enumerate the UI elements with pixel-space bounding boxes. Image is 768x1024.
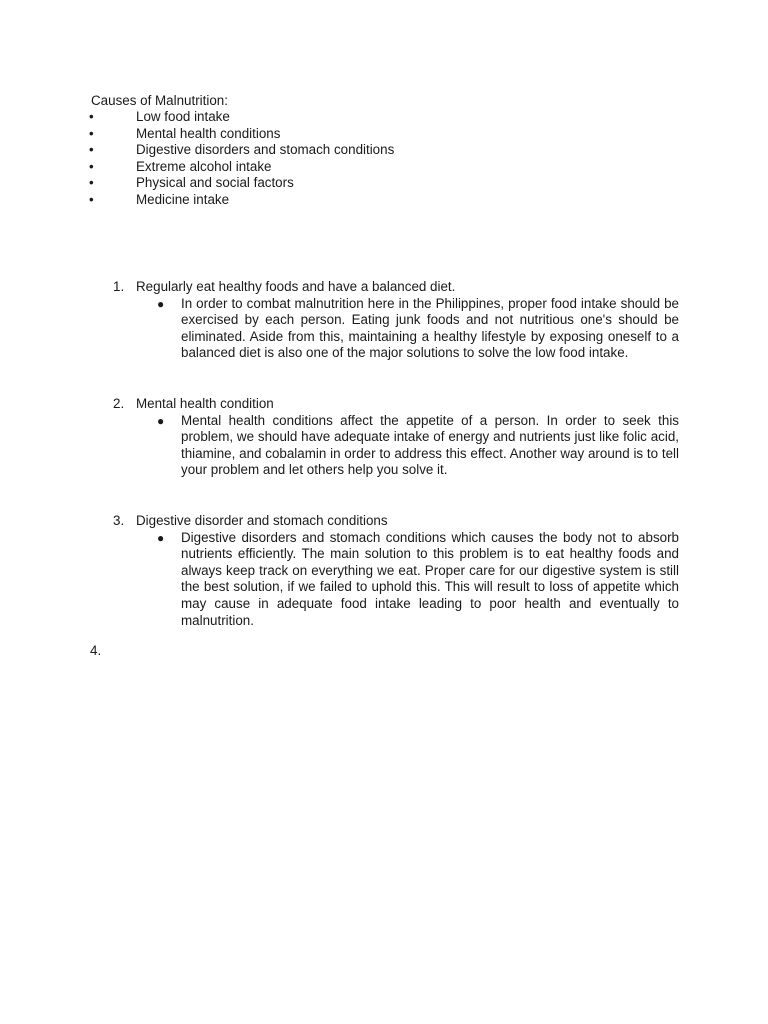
bullet-dot: • [89,125,94,141]
bullet-dot: • [89,158,94,174]
solution-title: Regularly eat healthy foods and have a balanced diet. [136,279,456,294]
bullet-dot: ● [157,413,165,428]
causes-heading: Causes of Malnutrition: [91,93,228,108]
solution-number: 1. [113,279,125,294]
bullet-dot: • [89,109,94,124]
cause-label: Extreme alcohol intake [136,158,272,174]
bullet-dot: • [89,175,94,191]
bullet-dot: • [89,191,94,207]
bullet-dot: ● [157,296,165,311]
cause-label: Physical and social factors [136,175,294,191]
bullet-dot: • [89,142,94,158]
empty-list-number: 4. [90,643,102,658]
solution-title: Digestive disorder and stomach conditions [136,513,388,528]
bullet-dot: ● [157,530,165,545]
cause-label: Mental health conditions [136,125,281,141]
solution-text: Digestive disorders and stomach conditions which causes the body not to absorb nutrients efficiently. The main solution to this problem is to eat healthy foods and always keep track on everything we eat. Proper care for our digestive system is still the best solution, if we failed to uphold this. This will result to loss of appetite which may cause in adequate food intake leading to poor health and eventually to malnutrition. [181,529,679,628]
solution-number: 2. [113,396,125,411]
cause-label: Digestive disorders and stomach conditions [136,142,395,158]
solution-text: Mental health conditions affect the appetite of a person. In order to seek this problem, we should have adequate intake of energy and nutrients just like folic acid, thiamine, and cobalamin in order to address this effect. Another way around is to tell your problem and let others help you solve it. [181,412,679,478]
cause-label: Medicine intake [136,191,230,207]
solution-number: 3. [113,513,125,528]
solution-title: Mental health condition [136,396,274,411]
solution-text: In order to combat malnutrition here in the Philippines, proper food intake should be exercised by each person. Eating junk foods and not nutritious one's should be eliminated. Aside from this, maintaining a healthy lifestyle by exposing oneself to a balanced diet is also one of the major solutions to solve the low food intake. [181,295,679,361]
cause-label: Low food intake [136,109,230,124]
